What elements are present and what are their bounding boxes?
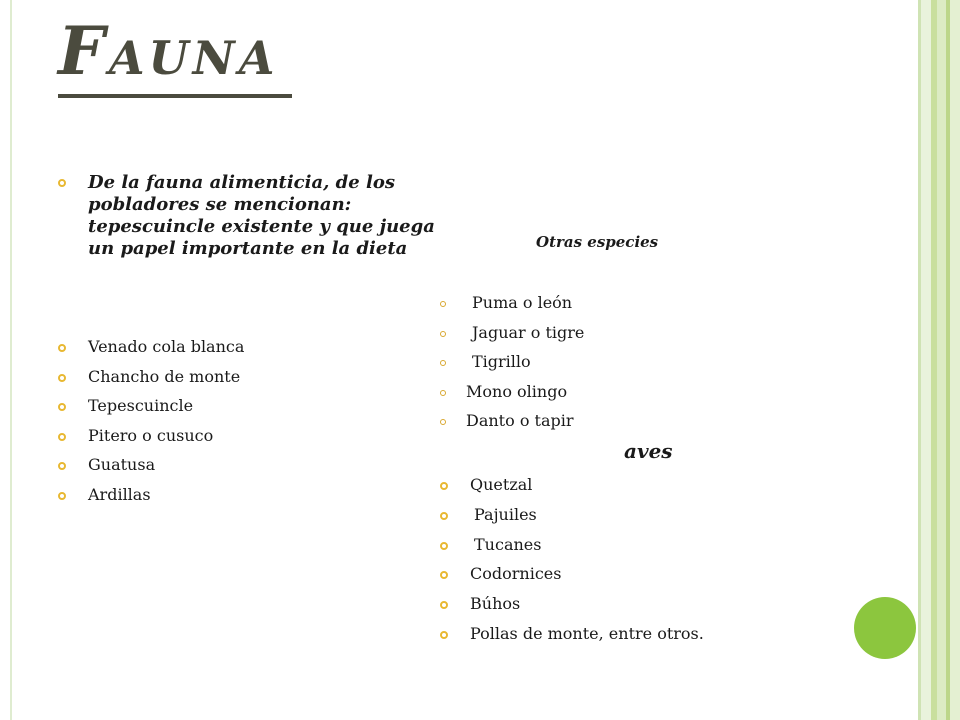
list-item bbox=[440, 619, 704, 649]
intro-item bbox=[58, 172, 438, 260]
list-item-text: Guatusa bbox=[88, 455, 156, 474]
small-bullet-ring-icon bbox=[440, 360, 446, 366]
list-item bbox=[58, 421, 244, 451]
list-item bbox=[440, 377, 584, 407]
list-item-text: Quetzal bbox=[470, 475, 533, 494]
list-item bbox=[440, 347, 584, 377]
list-item bbox=[440, 406, 584, 436]
bullet-ring-icon bbox=[440, 571, 448, 579]
birds-list bbox=[440, 470, 704, 649]
intro-list bbox=[58, 172, 438, 260]
slide-title: Fauna bbox=[58, 12, 279, 90]
decorative-green-circle bbox=[854, 597, 916, 659]
small-bullet-ring-icon bbox=[440, 390, 446, 396]
birds-heading: aves bbox=[624, 439, 673, 463]
list-item bbox=[58, 332, 244, 362]
list-item bbox=[440, 559, 704, 589]
small-bullet-ring-icon bbox=[440, 419, 446, 425]
list-item bbox=[58, 391, 244, 421]
intro-text: De la fauna alimenticia, de los pobladores se mencionan: tepescuincle existente y que juega un papel importante en la dieta bbox=[88, 172, 435, 259]
list-item-text: Pitero o cusuco bbox=[88, 425, 214, 445]
title-underline bbox=[58, 94, 292, 98]
list-item bbox=[440, 288, 584, 318]
left-border-line bbox=[10, 0, 12, 720]
list-item-text: Ardillas bbox=[88, 484, 151, 504]
list-item bbox=[58, 480, 244, 510]
list-item bbox=[440, 318, 584, 348]
list-item bbox=[440, 589, 704, 619]
small-bullet-ring-icon bbox=[440, 331, 446, 337]
decorative-stripe bbox=[937, 0, 946, 720]
list-item-text: Jaguar o tigre bbox=[472, 322, 585, 342]
list-item-text: Puma o león bbox=[472, 293, 573, 312]
bullet-ring-icon bbox=[440, 601, 448, 609]
list-item-text: Mono olingo bbox=[466, 381, 568, 401]
list-item-text: Danto o tapir bbox=[466, 411, 574, 430]
list-item bbox=[440, 500, 704, 530]
list-item bbox=[58, 450, 244, 480]
bullet-ring-icon bbox=[58, 403, 66, 411]
list-item-text: Chancho de monte bbox=[88, 366, 241, 386]
bullet-ring-icon bbox=[58, 179, 66, 187]
bullet-ring-icon bbox=[58, 344, 66, 352]
list-item-text: Codornices bbox=[470, 564, 562, 584]
other-species-heading: Otras especies bbox=[536, 233, 659, 251]
small-bullet-ring-icon bbox=[440, 301, 446, 307]
bullet-ring-icon bbox=[58, 492, 66, 500]
list-item bbox=[440, 470, 704, 500]
fauna-list bbox=[58, 332, 244, 509]
bullet-ring-icon bbox=[440, 482, 448, 490]
bullet-ring-icon bbox=[440, 542, 448, 550]
bullet-ring-icon bbox=[58, 374, 66, 382]
list-item-text: Venado cola blanca bbox=[88, 337, 245, 356]
list-item-text: Búhos bbox=[470, 594, 521, 614]
bullet-ring-icon bbox=[440, 512, 448, 520]
list-item-text: Pollas de monte, entre otros. bbox=[470, 623, 704, 643]
list-item-text: Tucanes bbox=[474, 534, 542, 554]
decorative-stripe bbox=[921, 0, 931, 720]
list-item bbox=[440, 530, 704, 560]
list-item-text: Tigrillo bbox=[472, 352, 531, 371]
list-item-text: Tepescuincle bbox=[88, 396, 194, 415]
bullet-ring-icon bbox=[58, 433, 66, 441]
other-species-list bbox=[440, 288, 584, 436]
list-item bbox=[58, 362, 244, 392]
bullet-ring-icon bbox=[58, 462, 66, 470]
bullet-ring-icon bbox=[440, 631, 448, 639]
list-item-text: Pajuiles bbox=[474, 504, 537, 524]
decorative-stripe bbox=[950, 0, 960, 720]
